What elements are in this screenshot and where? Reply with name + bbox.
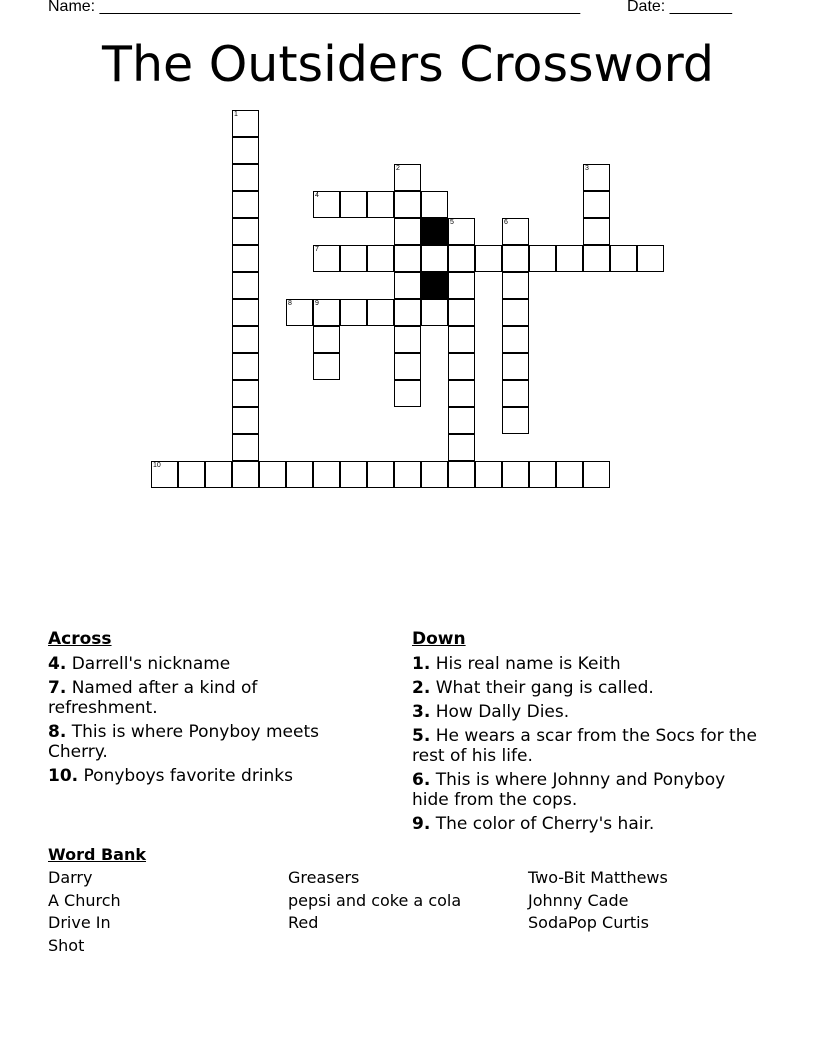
crossword-cell[interactable] xyxy=(367,191,394,218)
crossword-cell[interactable] xyxy=(637,245,664,272)
clue-number-label: 7 xyxy=(315,246,319,253)
clue-number: 2. xyxy=(412,678,431,698)
crossword-cell[interactable] xyxy=(394,272,421,299)
crossword-cell[interactable] xyxy=(232,191,259,218)
clue-number-label: 4 xyxy=(315,192,319,199)
crossword-cell[interactable] xyxy=(556,461,583,488)
word-bank-item: pepsi and coke a cola xyxy=(288,890,462,910)
crossword-cell[interactable] xyxy=(502,245,529,272)
across-heading: Across xyxy=(48,629,112,649)
crossword-cell[interactable] xyxy=(394,461,421,488)
word-bank-item: A Church xyxy=(48,890,121,910)
clue-number-label: 10 xyxy=(153,462,161,469)
crossword-cell[interactable] xyxy=(205,461,232,488)
crossword-cell[interactable] xyxy=(394,380,421,407)
clue-number-label: 5 xyxy=(450,219,454,226)
word-bank-column-1 xyxy=(48,867,121,957)
clue-down-1 xyxy=(412,654,757,674)
crossword-cell[interactable] xyxy=(556,245,583,272)
crossword-cell[interactable] xyxy=(448,326,475,353)
down-heading: Down xyxy=(412,629,466,649)
crossword-cell[interactable] xyxy=(313,245,340,272)
crossword-cell[interactable] xyxy=(448,218,475,245)
crossword-cell[interactable] xyxy=(313,299,340,326)
crossword-cell[interactable] xyxy=(448,461,475,488)
clue-number: 3. xyxy=(412,702,431,722)
crossword-cell[interactable] xyxy=(502,218,529,245)
crossword-cell[interactable] xyxy=(232,110,259,137)
crossword-cell-blocked xyxy=(421,218,448,245)
crossword-cell[interactable] xyxy=(232,245,259,272)
crossword-cell[interactable] xyxy=(367,245,394,272)
clue-across-8 xyxy=(48,722,358,762)
clue-number-label: 6 xyxy=(504,219,508,226)
crossword-cell[interactable] xyxy=(502,326,529,353)
clue-down-3 xyxy=(412,702,757,722)
crossword-cell[interactable] xyxy=(394,164,421,191)
clue-text: Named after a kind of refreshment. xyxy=(48,678,258,718)
page-title: The Outsiders Crossword xyxy=(102,36,714,93)
word-bank-item: Greasers xyxy=(288,868,360,887)
crossword-cell[interactable] xyxy=(583,461,610,488)
clue-number: 5. xyxy=(412,726,431,746)
clue-down-2 xyxy=(412,678,757,698)
crossword-cell[interactable] xyxy=(232,407,259,434)
clue-text: Ponyboys favorite drinks xyxy=(78,766,294,786)
word-bank-item: Drive In xyxy=(48,913,111,933)
clue-number: 6. xyxy=(412,770,431,790)
clue-text: Darrell's nickname xyxy=(66,654,231,674)
crossword-cell-blocked xyxy=(421,272,448,299)
crossword-cell[interactable] xyxy=(394,326,421,353)
crossword-cell[interactable] xyxy=(448,353,475,380)
word-bank-item: Darry xyxy=(48,868,93,887)
clue-text: What their gang is called. xyxy=(430,678,654,698)
crossword-cell[interactable] xyxy=(475,461,502,488)
crossword-cell[interactable] xyxy=(232,299,259,326)
crossword-cell[interactable] xyxy=(448,407,475,434)
word-bank-heading: Word Bank xyxy=(48,845,147,864)
word-bank-column-3 xyxy=(528,867,668,935)
crossword-cell[interactable] xyxy=(475,245,502,272)
word-bank-item: Johnny Cade xyxy=(528,890,629,910)
crossword-cell[interactable] xyxy=(232,218,259,245)
crossword-cell[interactable] xyxy=(502,407,529,434)
crossword-cell[interactable] xyxy=(421,299,448,326)
crossword-cell[interactable] xyxy=(394,353,421,380)
crossword-cell[interactable] xyxy=(583,164,610,191)
date-field-label: Date: _______ xyxy=(627,0,732,15)
crossword-cell[interactable] xyxy=(286,461,313,488)
word-bank-item: Red xyxy=(288,913,319,933)
crossword-cell[interactable] xyxy=(259,461,286,488)
crossword-cell[interactable] xyxy=(502,461,529,488)
crossword-cell[interactable] xyxy=(232,164,259,191)
crossword-cell[interactable] xyxy=(502,299,529,326)
crossword-cell[interactable] xyxy=(367,299,394,326)
crossword-cell[interactable] xyxy=(313,461,340,488)
crossword-cell[interactable] xyxy=(502,272,529,299)
crossword-cell[interactable] xyxy=(502,353,529,380)
crossword-cell[interactable] xyxy=(313,326,340,353)
crossword-cell[interactable] xyxy=(151,461,178,488)
crossword-cell[interactable] xyxy=(448,299,475,326)
word-bank-column-2 xyxy=(288,867,461,935)
clue-text: This is where Ponyboy meets Cherry. xyxy=(48,722,319,762)
crossword-cell[interactable] xyxy=(583,245,610,272)
clue-text: The color of Cherry's hair. xyxy=(430,814,655,834)
crossword-cell[interactable] xyxy=(313,191,340,218)
clue-number: 7. xyxy=(48,678,67,698)
clue-number-label: 1 xyxy=(234,111,238,118)
word-bank-item: Shot xyxy=(48,935,85,955)
crossword-cell[interactable] xyxy=(286,299,313,326)
crossword-cell[interactable] xyxy=(502,380,529,407)
crossword-cell[interactable] xyxy=(340,191,367,218)
name-field-label: Name: ______________________________________________________ xyxy=(48,0,581,15)
crossword-cell[interactable] xyxy=(232,272,259,299)
crossword-cell[interactable] xyxy=(448,272,475,299)
clue-number: 10. xyxy=(48,766,79,786)
crossword-cell[interactable] xyxy=(448,434,475,461)
crossword-cell[interactable] xyxy=(394,218,421,245)
word-bank-item: SodaPop Curtis xyxy=(528,913,649,933)
across-clues xyxy=(48,628,358,790)
crossword-cell[interactable] xyxy=(340,245,367,272)
clue-text: This is where Johnny and Ponyboy hide from the cops. xyxy=(412,770,726,810)
crossword-cell[interactable] xyxy=(610,245,637,272)
crossword-cell[interactable] xyxy=(583,218,610,245)
clue-across-4 xyxy=(48,654,358,674)
clue-across-7 xyxy=(48,678,358,718)
crossword-cell[interactable] xyxy=(340,461,367,488)
crossword-cell[interactable] xyxy=(448,380,475,407)
crossword-cell[interactable] xyxy=(367,461,394,488)
crossword-cell[interactable] xyxy=(178,461,205,488)
clue-number-label: 8 xyxy=(288,300,292,307)
clue-number-label: 3 xyxy=(585,165,589,172)
word-bank-item: Two-Bit Matthews xyxy=(528,868,668,887)
clue-number-label: 9 xyxy=(315,300,319,307)
clue-number: 9. xyxy=(412,814,431,834)
clue-across-10 xyxy=(48,766,358,786)
crossword-cell[interactable] xyxy=(340,299,367,326)
crossword-cell[interactable] xyxy=(394,245,421,272)
clue-down-6 xyxy=(412,770,757,810)
down-clues xyxy=(412,628,757,838)
clue-number: 4. xyxy=(48,654,67,674)
crossword-cell[interactable] xyxy=(394,299,421,326)
clue-down-5 xyxy=(412,726,757,766)
clue-down-9 xyxy=(412,814,757,834)
crossword-cell[interactable] xyxy=(313,353,340,380)
clue-text: He wears a scar from the Socs for the rest of his life. xyxy=(412,726,757,766)
crossword-cell[interactable] xyxy=(529,245,556,272)
crossword-cell[interactable] xyxy=(394,191,421,218)
crossword-cell[interactable] xyxy=(529,461,556,488)
clue-text: His real name is Keith xyxy=(430,654,621,674)
crossword-cell[interactable] xyxy=(583,191,610,218)
clue-number-label: 2 xyxy=(396,165,400,172)
crossword-cell[interactable] xyxy=(421,191,448,218)
crossword-cell[interactable] xyxy=(421,461,448,488)
clue-number: 1. xyxy=(412,654,431,674)
crossword-cell[interactable] xyxy=(448,245,475,272)
crossword-cell[interactable] xyxy=(232,137,259,164)
crossword-cell[interactable] xyxy=(232,380,259,407)
crossword-cell[interactable] xyxy=(421,245,448,272)
clue-text: How Dally Dies. xyxy=(430,702,570,722)
crossword-cell[interactable] xyxy=(232,461,259,488)
crossword-cell[interactable] xyxy=(232,353,259,380)
clue-number: 8. xyxy=(48,722,67,742)
crossword-cell[interactable] xyxy=(232,326,259,353)
crossword-cell[interactable] xyxy=(232,434,259,461)
